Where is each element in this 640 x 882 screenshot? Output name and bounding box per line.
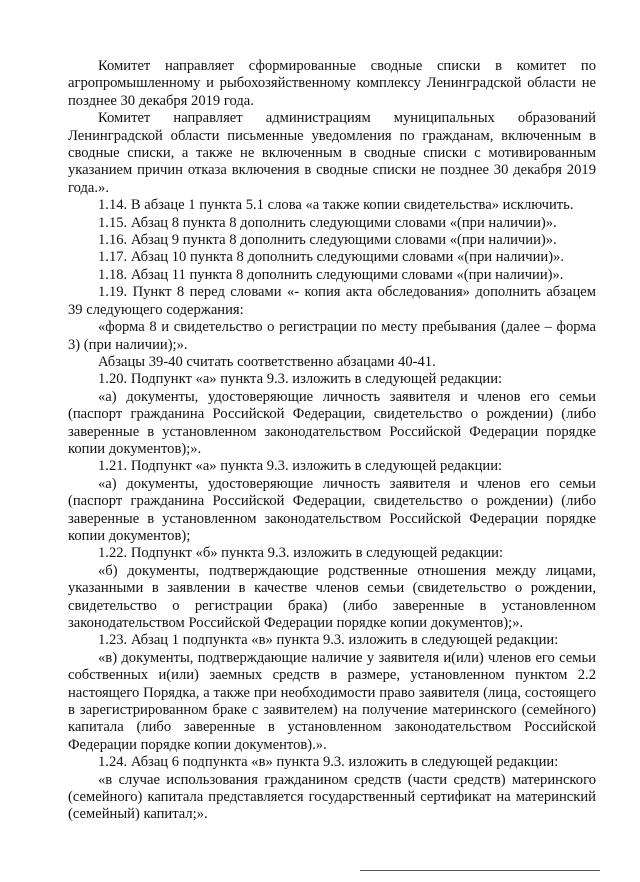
quoted-paragraph: «в случае использования гражданином средств (части средств) материнского (семейного) капитала представляется государственный сертификат на материнский (семейный) капитал;». <box>68 771 596 823</box>
paragraph: 1.23. Абзац 1 подпункта «в» пункта 9.3. изложить в следующей редакции: <box>98 632 559 649</box>
paragraph: Комитет направляет сформированные сводные списки в комитет по агропромышленному и рыбохозяйственному комплексу Ленинградской области не позднее 30 декабря 2019 года. <box>68 58 596 109</box>
paragraph: 1.17. Абзац 10 пункта 8 дополнить следующими словами «(при наличии)». <box>98 249 564 266</box>
paragraph: 1.21. Подпункт «а» пункта 9.3. изложить в следующей редакции: <box>98 458 503 475</box>
paragraph: 1.15. Абзац 8 пункта 8 дополнить следующими словами «(при наличии)». <box>98 214 557 231</box>
paragraph: 1.19. Пункт 8 перед словами «- копия акта обследования» дополнить абзацем 39 следующего содержания: <box>68 284 596 318</box>
paragraph: 1.14. В абзаце 1 пункта 5.1 слова «а также копии свидетельства» исключить. <box>98 197 574 214</box>
quoted-paragraph: «а) документы, удостоверяющие личность заявителя и членов его семьи (паспорт гражданина Российской Федерации, свидетельство о рождении) (либо заверенные в установленном законодательством Российской Федерации порядке копии документов); <box>68 475 596 544</box>
paragraph: 1.22. Подпункт «б» пункта 9.3. изложить в следующей редакции: <box>98 545 504 562</box>
paragraph: 1.16. Абзац 9 пункта 8 дополнить следующими словами «(при наличии)». <box>98 232 557 249</box>
paragraph: 1.18. Абзац 11 пункта 8 дополнить следующими словами «(при наличии)». <box>98 266 564 283</box>
quoted-paragraph: «в) документы, подтверждающие наличие у заявителя и(или) членов его семьи собственных и(или) заемных средств в размере, установленном пунктом 2.2 настоящего Порядка, а также при необходимости право заявителя (лица, состоящего в зарегистрированном браке с заявителем) на получение материнского (семейного) капитала (либо заверенные в установленном законодательством Российской Федерации порядке копии документов).». <box>68 649 596 753</box>
paragraph: Комитет направляет администрациям муниципальных образований Ленинградской области письменные уведомления по гражданам, включенным в сводные списки, а также не включенным в сводные списки с мотивированным указанием причин отказа включения в сводные списки не позднее 30 декабря 2019 года.». <box>68 110 596 196</box>
paragraph: Абзацы 39-40 считать соответственно абзацами 40-41. <box>98 353 436 370</box>
quoted-paragraph: «а) документы, удостоверяющие личность заявителя и членов его семьи (паспорт гражданина Российской Федерации, свидетельство о рождении) (либо заверенные в установленном законодательством Российской Федерации порядке копии документов);». <box>68 388 596 457</box>
paragraph: 1.20. Подпункт «а» пункта 9.3. изложить в следующей редакции: <box>98 371 503 388</box>
footer-divider <box>360 870 600 871</box>
quoted-paragraph: «б) документы, подтверждающие родственные отношения между лицами, указанными в заявлении в качестве членов семьи (свидетельство о рождении, свидетельство о регистрации брака) (либо заверенные в установленном законодательством Российской Федерации порядке копии документов);». <box>68 562 596 631</box>
paragraph: 1.24. Абзац 6 подпункта «в» пункта 9.3. изложить в следующей редакции: <box>98 754 559 771</box>
quoted-paragraph: «форма 8 и свидетельство о регистрации по месту пребывания (далее – форма 3) (при наличии);». <box>68 319 596 353</box>
